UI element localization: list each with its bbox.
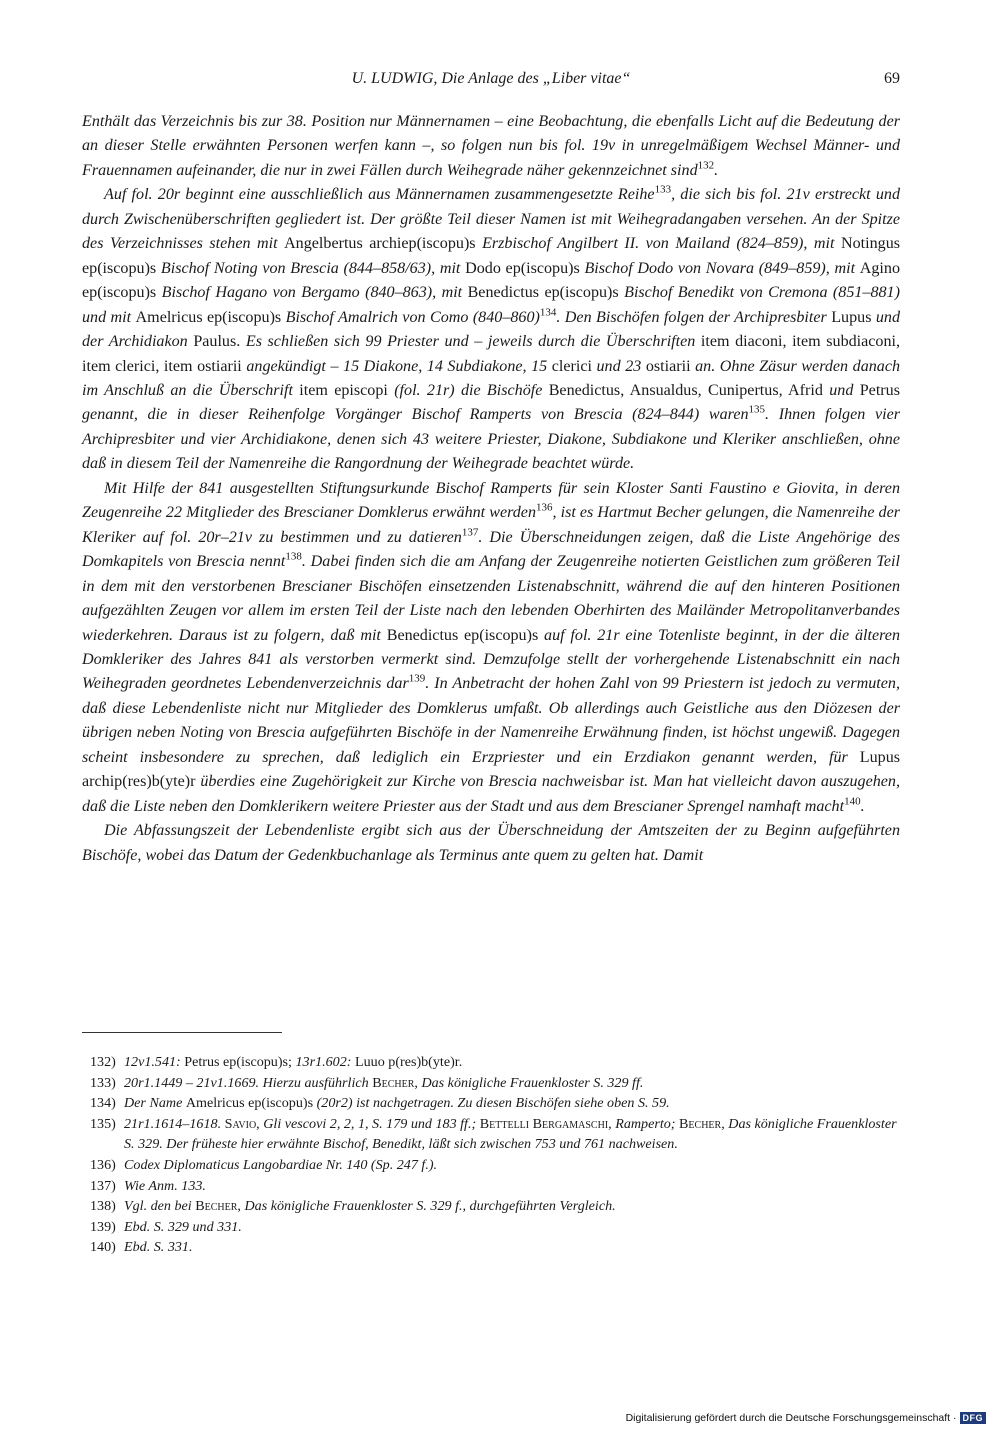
footnotes bbox=[82, 1052, 900, 1258]
footnote-ref[interactable]: 134 bbox=[539, 306, 557, 319]
footnote-135: 135) 21r1.1614–1618. Savio, Gli vescovi 2, 2, 1, S. 179 und 183 ff.; Bettelli Bergamaschi, Ramperto; Becher, Das königliche Frauenkloster S. 329. Der früheste hier erwähnte Bischof, Benedikt, läßt sich zwischen 753 und 761 nachweisen. bbox=[90, 1115, 897, 1153]
paragraph-4: Die Abfassungszeit der Lebendenliste ergibt sich aus der Überschneidung der Amtszeiten der zu Beginn aufgeführten Bischöfe, wobei das Datum der Gedenkbuchanlage als Terminus ante quem zu gelten hat. Damit bbox=[82, 822, 900, 864]
footnote-ref[interactable]: 138 bbox=[285, 550, 302, 563]
footnote-138: 138) Vgl. den bei Becher, Das königliche Frauenkloster S. 329 f., durchgeführten Vergleich. bbox=[90, 1198, 616, 1215]
credit-text: Digitalisierung gefördert durch die Deutsche Forschungsgemeinschaft · bbox=[625, 1412, 957, 1424]
dfg-logo-icon: DFG bbox=[960, 1412, 987, 1424]
paragraph-3: Mit Hilfe der 841 ausgestellten Stiftungsurkunde Bischof Ramperts für sein Kloster Santi Faustino e Giovita, in deren Zeugenreihe 22 Mitglieder des Brescianer Domklerus erwähnt werden$^{136}$, ist es Hartmut Becher gelungen, die Namenreihe der Kleriker auf fol. 20r–21v zu bestimmen und zu datieren$^{137}$. Die Überschneidungen zeigen, daß die Liste Angehörige des Domkapitels von Brescia nennt$^{138}$. Dabei finden sich die am Anfang der Zeugenreihe notierten Geistlichen zum größeren Teil in dem mit den verstorbenen Brescianer Bischöfen einsetzenden Listenabschnitt, während die auf den hinteren Positionen aufgezählten Zeugen vor allem im ersten Teil der Liste nach den lebenden Oberhirten des Mailänder Metropolitanverbandes wiederkehren. Daraus ist zu folgern, daß mit Benedictus ep(iscopu)s auf fol. 21r eine Totenliste beginnt, in der die älteren Domkleriker des Jahres 841 als verstorben vermerkt sind. Demzufolge stellt der vorhergehende Listenabschnitt ein nach Weihegraden geordnetes Lebendenverzeichnis dar$^{139}$. In Anbetracht der hohen Zahl von 99 Priestern ist jedoch zu vermuten, daß diese Lebendenliste nicht nur Mitglieder des Domklerus umfaßt. Ob allerdings auch Geistliche aus den Diözesen der übrigen neben Noting von Brescia aufgeführten Bischöfe in der Namenreihe Erwähnung finden, ist höchst ungewiß. Dagegen scheint insbesondere zu sprechen, daß lediglich ein Erzpriester und ein Erzdiakon genannt werden, für Lupus archip(res)b(yte)r überdies eine Zugehörigkeit zur Kirche von Brescia nachweisbar ist. Man hat vielleicht davon auszugehen, daß die Liste neben den Domklerikern weitere Priester aus der Stadt und aus dem Brescianer Sprengel namhaft macht$^{140}$. bbox=[82, 479, 900, 815]
footnote-ref[interactable]: 135 bbox=[748, 404, 766, 417]
footnote-ref[interactable]: 140 bbox=[844, 795, 861, 808]
footnote-ref[interactable]: 137 bbox=[461, 526, 479, 539]
footnote-137: 137) Wie Anm. 133. bbox=[90, 1177, 206, 1194]
main-text bbox=[82, 110, 900, 868]
page-number: 69 bbox=[884, 70, 900, 87]
footnote-ref[interactable]: 133 bbox=[654, 184, 672, 196]
footnote-132: 132) 12v1.541: Petrus ep(iscopu)s; 13r1.602: Luuo p(res)b(yte)r. bbox=[90, 1054, 463, 1070]
footnote-133: 133) 20r1.1449 – 21v1.1669. Hierzu ausführlich Becher, Das königliche Frauenkloster S. 329 ff. bbox=[90, 1074, 644, 1091]
footnote-139: 139) Ebd. S. 329 und 331. bbox=[90, 1218, 242, 1235]
footnote-ref[interactable]: 136 bbox=[536, 501, 553, 514]
running-header bbox=[82, 70, 900, 88]
footnote-136: 136) Codex Diplomaticus Langobardiae Nr. 140 (Sp. 247 f.). bbox=[90, 1156, 438, 1173]
paragraph-2: Auf fol. 20r beginnt eine ausschließlich aus Männernamen zusammengesetzte Reihe$^{133}$, die sich bis fol. 21v erstreckt und durch Zwischenüberschriften gegliedert ist. Der größte Teil dieser Namen ist mit Weihegradangaben versehen. An der Spitze des Verzeichnisses stehen mit Angelbertus archiep(iscopu)s Erzbischof Angilbert II. von Mailand (824–859), mit Notingus ep(iscopu)s Bischof Noting von Brescia (844–858/63), mit Dodo ep(iscopu)s Bischof Dodo von Novara (849–859), mit Agino ep(iscopu)s Bischof Hagano von Bergamo (840–863), mit Benedictus ep(iscopu)s Bischof Benedikt von Cremona (851–881) und mit Amelricus ep(iscopu)s Bischof Amalrich von Como $(840-860)^{134}$. Den Bischöfen folgen der Archipresbiter Lupus und der Archidiakon Paulus. Es schließen sich 99 Priester und – jeweils durch die Überschriften item diaconi, item subdiaconi, item clerici, item ostiarii angekündigt – 15 Diakone, 14 Subdiakone, 15 clerici und 23 ostiarii an. Ohne Zäsur werden danach im Anschluß an die Überschrift item episcopi (fol. 21r) die Bischöfe Benedictus, Ansualdus, Cunipertus, Afrid und Petrus genannt, die in dieser Reihenfolge Vorgänger Bischof Ramperts von Brescia (824–844) waren$^{135}$. Ihnen folgen vier Archipresbiter und vier Archidiakone, denen sich 43 weitere Priester, Diakone, Subdiakone und Kleriker anschließen, ohne daß in diesem Teil der Namenreihe die Rangordnung der Weihegrade beachtet würde. bbox=[82, 184, 901, 473]
footnote-134: 134) Der Name Amelricus ep(iscopu)s (20r2) ist nachgetragen. Zu diesen Bischöfen siehe oben S. 59. bbox=[90, 1095, 670, 1112]
digitization-credit bbox=[626, 1412, 986, 1424]
running-title: U. LUDWIG, Die Anlage des „Liber vitae“ bbox=[351, 70, 631, 87]
footnote-140: 140) Ebd. S. 331. bbox=[90, 1239, 193, 1256]
paragraph-1: Enthält das Verzeichnis bis zur 38. Position nur Männernamen – eine Beobachtung, die ebenfalls Licht auf die Bedeutung der an dieser Stelle erwähnten Personen werfen kann –, so folgen nun bis fol. 19v in unregelmäßigem Wechsel Männer- und Frauennamen aufeinander, die nur in zwei Fällen durch Weihegrade näher gekennzeichnet sind$^{132}$. bbox=[82, 113, 900, 179]
footnote-ref[interactable]: 139 bbox=[408, 673, 426, 686]
footnote-divider bbox=[82, 1032, 282, 1033]
footnote-ref[interactable]: 132 bbox=[697, 159, 715, 172]
